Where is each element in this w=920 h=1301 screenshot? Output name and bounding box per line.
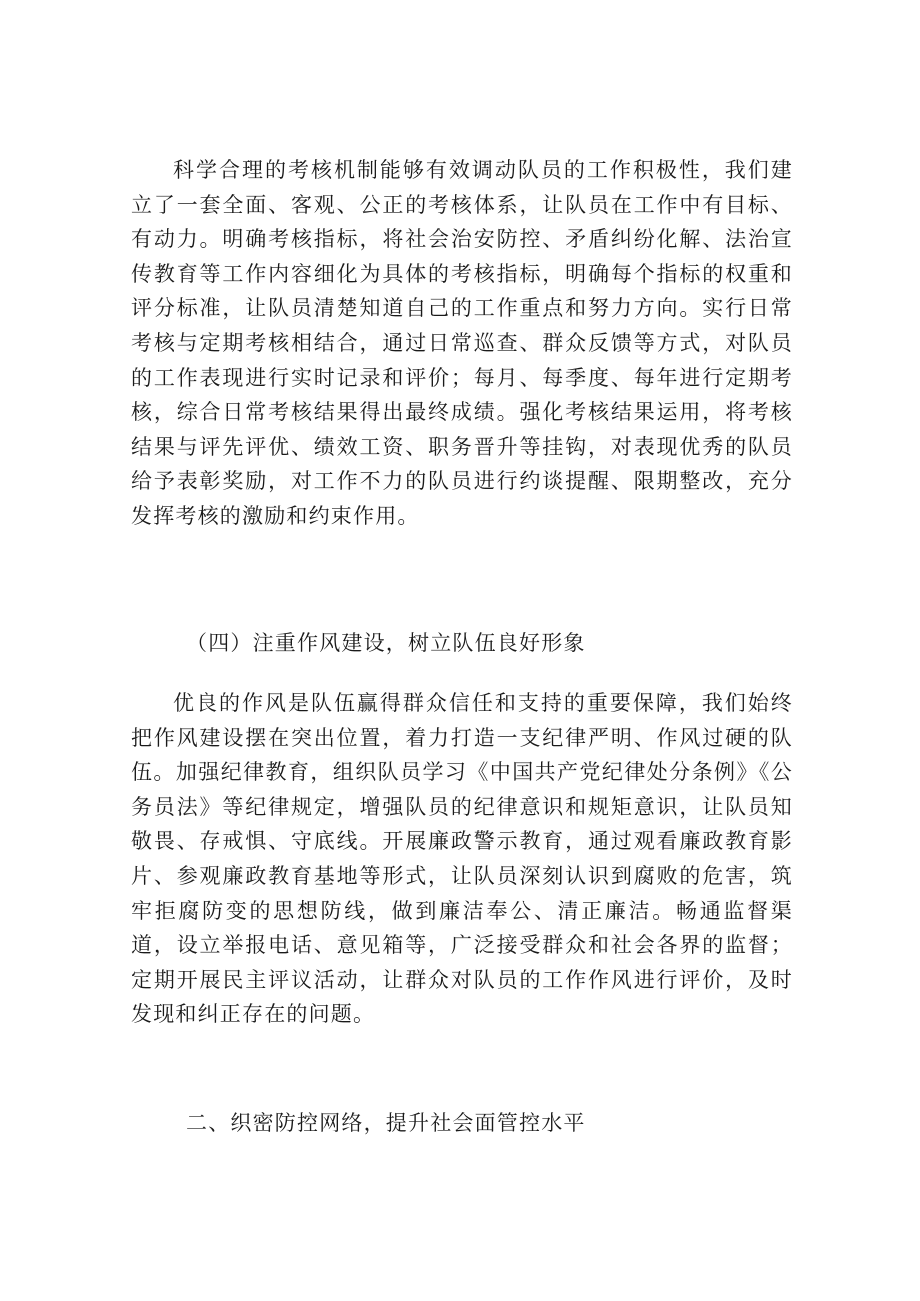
body-paragraph-conduct: 优良的作风是队伍赢得群众信任和支持的重要保障，我们始终把作风建设摆在突出位置，着力打造一支纪律严明、作风过硬的队伍。加强纪律教育，组织队员学习《中国共产党纪律处分条例》《公务员法》等纪律规定，增强队员的纪律意识和规矩意识，让队员知敬畏、存戒惧、守底线。开展廉政警示教育，通过观看廉政教育影片、参观廉政教育基地等形式，让队员深刻认识到腐败的危害，筑牢拒腐防变的思想防线，做到廉洁奉公、清正廉洁。畅通监督渠道，设立举报电话、意见箱等，广泛接受群众和社会各界的监督；定期开展民主评议活动，让群众对队员的工作作风进行评价，及时发现和纠正存在的问题。	[131, 691, 793, 1027]
subsection-heading: （四）注重作风建设，树立队伍良好形象	[186, 631, 586, 655]
body-paragraph-assessment: 科学合理的考核机制能够有效调动队员的工作积极性，我们建立了一套全面、客观、公正的考核体系，让队员在工作中有目标、有动力。明确考核指标，将社会治安防控、矛盾纠纷化解、法治宣传教育等工作内容细化为具体的考核指标，明确每个指标的权重和评分标准，让队员清楚知道自己的工作重点和努力方向。实行日常考核与定期考核相结合，通过日常巡查、群众反馈等方式，对队员的工作表现进行实时记录和评价；每月、每季度、每年进行定期考核，综合日常考核结果得出最终成绩。强化考核结果运用，将考核结果与评先评优、绩效工资、职务晋升等挂钩，对表现优秀的队员给予表彰奖励，对工作不力的队员进行约谈提醒、限期整改，充分发挥考核的激励和约束作用。	[131, 158, 793, 528]
section-heading: 二、织密防控网络，提升社会面管控水平	[186, 1111, 586, 1135]
